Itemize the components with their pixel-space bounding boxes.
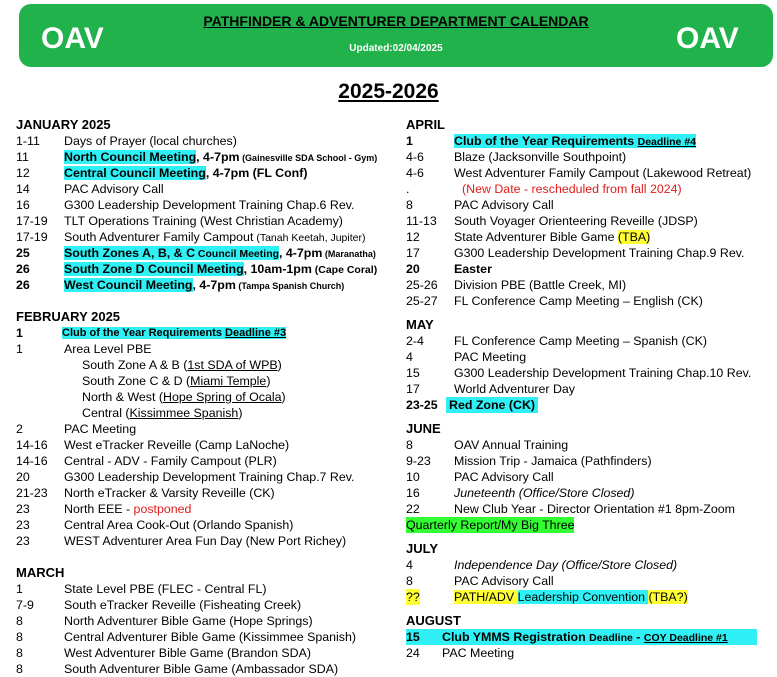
year-heading: 2025-2026 [338, 80, 439, 103]
event-row: 24 PAC Meeting [406, 646, 515, 660]
event-row: 2-4 FL Conference Camp Meeting – Spanish (CK) [406, 334, 707, 348]
event-row: 20 G300 Leadership Development Training Chap.7 Rev. [16, 470, 355, 484]
logo-right: OAV [676, 22, 739, 55]
event-row: 8 PAC Advisory Call [406, 574, 554, 588]
event-row: 4 PAC Meeting [406, 350, 527, 364]
month-heading-july: JULY [406, 541, 439, 556]
event-row: 17-19 TLT Operations Training (West Christian Academy) [16, 214, 343, 228]
event-row: 8 South Adventurer Bible Game (Ambassador SDA) [16, 662, 339, 676]
event-row: 17 World Adventurer Day [406, 382, 575, 396]
event-row: 17-19 South Adventurer Family Campout (Tanah Keetah, Jupiter) [16, 230, 366, 244]
event-row: Central (Kissimmee Spanish) [82, 406, 243, 420]
event-row: 16 G300 Leadership Development Training Chap.6 Rev. [16, 198, 355, 212]
event-row: 23 Central Area Cook-Out (Orlando Spanish) [16, 518, 294, 532]
event-row: 8 North Adventurer Bible Game (Hope Springs) [16, 614, 313, 628]
event-row: 9-23 Mission Trip - Jamaica (Pathfinders) [406, 454, 652, 468]
month-heading-june: JUNE [406, 421, 441, 436]
event-row: 2 PAC Meeting [16, 422, 137, 436]
event-row: 1 Area Level PBE [16, 342, 152, 356]
left-column [16, 117, 398, 677]
logo-left: OAV [41, 22, 104, 55]
event-row: 8 West Adventurer Bible Game (Brandon SDA) [16, 646, 312, 660]
event-row: 4-6 Blaze (Jacksonville Southpoint) [406, 150, 627, 164]
updated-date: Updated:02/04/2025 [349, 43, 443, 54]
event-row: 12 Central Council Meeting, 4-7pm (FL Conf) [16, 166, 308, 180]
event-row: 1-11 Days of Prayer (local churches) [16, 134, 237, 148]
event-row: 4 Independence Day (Office/Store Closed) [406, 558, 678, 572]
month-heading-may: MAY [406, 317, 434, 332]
month-heading-april: APRIL [406, 117, 445, 132]
month-heading-august: AUGUST [406, 613, 461, 628]
event-row: 25 South Zones A, B, & C Council Meeting, 4-7pm (Maranatha) [16, 246, 376, 260]
event-row: 10 PAC Advisory Call [406, 470, 554, 484]
header-banner [19, 4, 773, 67]
event-row: 15 Club YMMS Registration Deadline - COY Deadline #1 [406, 629, 757, 645]
event-row: 17 G300 Leadership Development Training Chap.9 Rev. [406, 246, 745, 260]
month-heading-february: FEBRUARY 2025 [16, 309, 121, 324]
event-row: 21-23 North eTracker & Varsity Reveille (CK) [16, 486, 275, 500]
event-row: 15 G300 Leadership Development Training Chap.10 Rev. [406, 366, 752, 380]
event-row: 16 Juneteenth (Office/Store Closed) [406, 486, 635, 500]
month-heading-january: JANUARY 2025 [16, 117, 111, 132]
event-row: 11 North Council Meeting, 4-7pm (Gainesville SDA School - Gym) [16, 150, 378, 164]
event-row: 12 State Adventurer Bible Game (TBA) [406, 230, 651, 244]
month-heading-march: MARCH [16, 565, 65, 580]
event-row: North & West (Hope Spring of Ocala) [82, 390, 286, 404]
right-column [406, 117, 777, 661]
event-row: 1 Club of the Year Requirements Deadline #4 [406, 134, 696, 148]
event-row: 23 WEST Adventurer Area Fun Day (New Port Richey) [16, 534, 347, 548]
page-title: PATHFINDER & ADVENTURER DEPARTMENT CALENDAR [203, 13, 589, 29]
event-row: 26 South Zone D Council Meeting, 10am-1pm (Cape Coral) [16, 262, 378, 276]
event-row: Quarterly Report/My Big Three [406, 518, 575, 532]
event-row: 25-26 Division PBE (Battle Creek, MI) [406, 278, 627, 292]
event-row: 11-13 South Voyager Orienteering Reveille (JDSP) [406, 214, 698, 228]
event-row: ?? PATH/ADV Leadership Convention (TBA?) [406, 590, 688, 604]
event-row: South Zone A & B (1st SDA of WPB) [82, 358, 282, 372]
event-row: 23-25 Red Zone (CK) [406, 397, 777, 413]
event-row: South Zone C & D (Miami Temple) [82, 374, 271, 388]
event-row: 14-16 West eTracker Reveille (Camp LaNoche) [16, 438, 290, 452]
event-row: 23 North EEE - postponed [16, 502, 192, 516]
event-row: 20 Easter [406, 262, 492, 276]
event-row: 8 OAV Annual Training [406, 438, 569, 452]
event-row: 1 State Level PBE (FLEC - Central FL) [16, 582, 267, 596]
event-row: 4-6 West Adventurer Family Campout (Lakewood Retreat) [406, 166, 752, 180]
event-row: 7-9 South eTracker Reveille (Fisheating Creek) [16, 598, 302, 612]
event-row: 22 New Club Year - Director Orientation #1 8pm-Zoom [406, 502, 735, 516]
event-row: 25-27 FL Conference Camp Meeting – English (CK) [406, 294, 703, 308]
event-row: 8 Central Adventurer Bible Game (Kissimmee Spanish) [16, 630, 356, 644]
event-row: 26 West Council Meeting, 4-7pm (Tampa Spanish Church) [16, 278, 345, 292]
event-row: 8 PAC Advisory Call [406, 198, 554, 212]
event-row: 14-16 Central - ADV - Family Campout (PLR) [16, 454, 277, 468]
event-row: . (New Date - rescheduled from fall 2024) [406, 182, 682, 196]
event-row: 1 Club of the Year Requirements Deadline #3 [16, 326, 287, 340]
event-row: 14 PAC Advisory Call [16, 182, 164, 196]
